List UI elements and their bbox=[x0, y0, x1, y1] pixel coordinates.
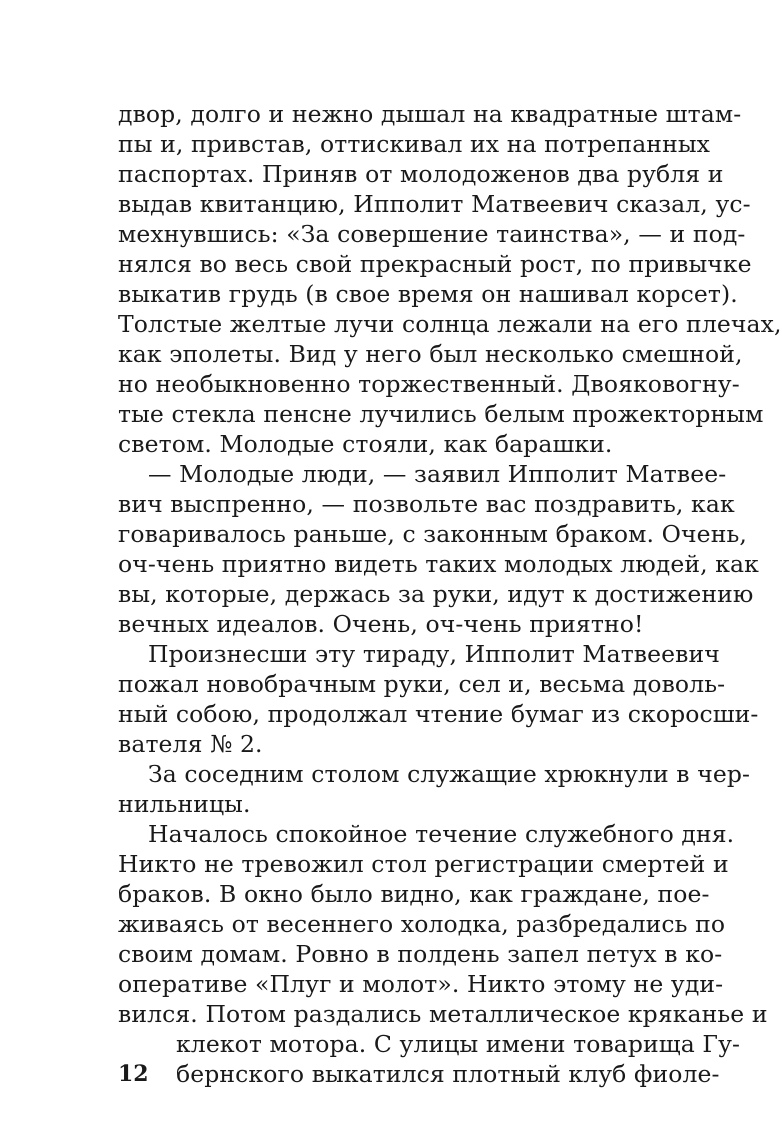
text-line: пожал новобрачным руки, сел и, весьма доволь- bbox=[118, 670, 726, 698]
text-line: клекот мотора. С улицы имени товарища Гу- bbox=[176, 1030, 741, 1058]
text-line: мехнувшись: «За совершение таинства», — и под- bbox=[118, 220, 746, 248]
text-line: но необыкновенно торжественный. Двояковогну- bbox=[118, 370, 740, 398]
text-line: браков. В окно было видно, как граждане, поe- bbox=[118, 880, 710, 908]
page-number: 12 bbox=[118, 1061, 149, 1087]
text-line: вы, которые, держась за руки, идут к достижению bbox=[118, 580, 754, 608]
text-line: как эполеты. Вид у него был несколько смешной, bbox=[118, 340, 743, 368]
text-line: Началось спокойное течение служебного дня. bbox=[148, 820, 735, 848]
text-line: пы и, привстав, оттискивал их на потрепанных bbox=[118, 130, 710, 158]
text-line: бернского выкатился плотный клуб фиоле- bbox=[176, 1060, 720, 1088]
text-line: оч-чень приятно видеть таких молодых людей, как bbox=[118, 550, 759, 578]
text-line: паспортах. Приняв от молодоженов два рубля и bbox=[118, 160, 724, 188]
text-line: Произнесши эту тираду, Ипполит Матвеевич bbox=[148, 640, 720, 668]
text-line: вился. Потом раздались металлическое кряканье и bbox=[118, 1000, 768, 1028]
text-line: выкатив грудь (в свое время он нашивал корсет). bbox=[118, 280, 738, 308]
text-line: За соседним столом служащие хрюкнули в чер- bbox=[148, 760, 751, 788]
text-line: двор, долго и нежно дышал на квадратные штам- bbox=[118, 100, 742, 128]
text-line: нильницы. bbox=[118, 790, 251, 818]
text-line: своим домам. Ровно в полдень запел петух в ко- bbox=[118, 940, 723, 968]
text-line: Толстые желтые лучи солнца лежали на его плечах, bbox=[118, 310, 782, 338]
text-line: Никто не тревожил стол регистрации смертей и bbox=[118, 850, 729, 878]
text-line: нялся во весь свой прекрасный рост, по привычке bbox=[118, 250, 752, 278]
text-line: выдав квитанцию, Ипполит Матвеевич сказал, ус- bbox=[118, 190, 751, 218]
text-line: ный собою, продолжал чтение бумаг из скоросши- bbox=[118, 700, 759, 728]
text-line: живаясь от весеннего холодка, разбредались по bbox=[118, 910, 726, 938]
text-line: вич выспренно, — позвольте вас поздравить, как bbox=[118, 490, 735, 518]
text-line: оперативе «Плуг и молот». Никто этому не уди- bbox=[118, 970, 724, 998]
text-line: вечных идеалов. Очень, оч-чень приятно! bbox=[118, 610, 644, 638]
text-line: вателя № 2. bbox=[118, 730, 263, 758]
text-line: тые стекла пенсне лучились белым прожекторным bbox=[118, 400, 764, 428]
text-line: светом. Молодые стояли, как барашки. bbox=[118, 430, 613, 458]
text-line: говаривалось раньше, с законным браком. Очень, bbox=[118, 520, 747, 548]
text-line: — Молодые люди, — заявил Ипполит Матвее- bbox=[148, 460, 727, 488]
